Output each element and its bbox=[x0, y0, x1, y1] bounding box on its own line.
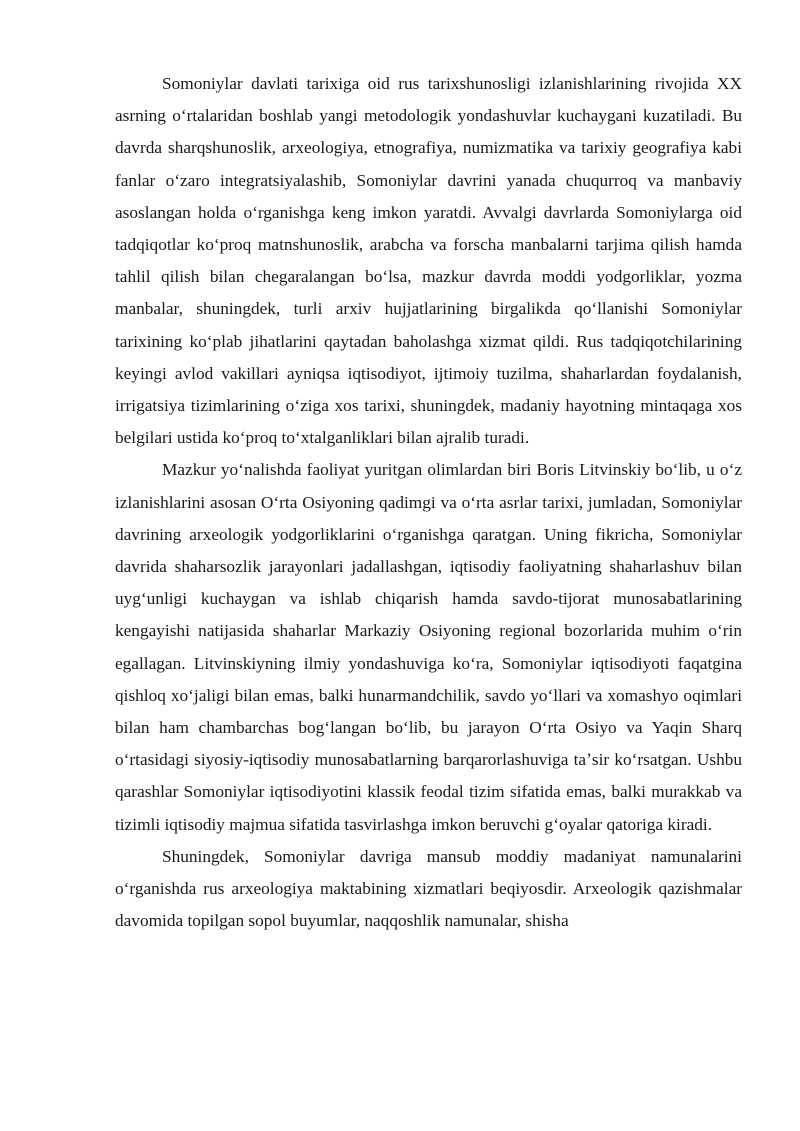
paragraph-1: Somoniylar davlati tarixiga oid rus tarixshunosligi izlanishlarining rivojida XX asrning oʻrtalaridan boshlab yangi metodologik yondashuvlar kuchaygani kuzatiladi. Bu davrda sharqshunoslik, arxeologiya, etnografiya, numizmatika va tarixiy geografiya kabi fanlar oʻzaro integratsiyalashib, Somoniylar davrini yanada chuqurroq va manbaviy asoslangan holda oʻrganishga keng imkon yaratdi. Avvalgi davrlarda Somoniylarga oid tadqiqotlar koʻproq matnshunoslik, arabcha va forscha manbalarni tarjima qilish hamda tahlil qilish bilan chegaralangan boʻlsa, mazkur davrda moddi yodgorliklar, yozma manbalar, shuningdek, turli arxiv hujjatlarining birgalikda qoʻllanishi Somoniylar tarixining koʻplab jihatlarini qaytadan baholashga xizmat qildi. Rus tadqiqotchilarining keyingi avlod vakillari ayniqsa iqtisodiyot, ijtimoiy tuzilma, shaharlardan foydalanish, irrigatsiya tizimlarining oʻziga xos tarixi, shuningdek, madaniy hayotning mintaqaga xos belgilari ustida koʻproq toʻxtalganliklari bilan ajralib turadi. bbox=[115, 74, 742, 448]
document-page bbox=[115, 68, 742, 937]
paragraph-3: Shuningdek, Somoniylar davriga mansub moddiy madaniyat namunalarini oʻrganishda rus arxeologiya maktabining xizmatlari beqiyosdir. Arxeologik qazishmalar davomida topilgan sopol buyumlar, naqqoshlik namunalar, shisha bbox=[115, 846, 742, 931]
paragraph-2: Mazkur yoʻnalishda faoliyat yuritgan olimlardan biri Boris Litvinskiy boʻlib, u oʻz izlanishlarini asosan Oʻrta Osiyoning qadimgi va oʻrta asrlar tarixi, jumladan, Somoniylar davrining arxeologik yodgorliklarini oʻrganishga qaratgan. Uning fikricha, Somoniylar davrida shaharsozlik jarayonlari jadallashgan, iqtisodiy faoliyatning shaharlashuv bilan uygʻunligi kuchaygan va ishlab chiqarish hamda savdo-tijorat munosabatlarining kengayishi natijasida shaharlar Markaziy Osiyoning regional bozorlarida muhim oʻrin egallagan. Litvinskiyning ilmiy yondashuviga koʻra, Somoniylar iqtisodiyoti faqatgina qishloq xoʻjaligi bilan emas, balki hunarmandchilik, savdo yoʻllari va xomashyo oqimlari bilan ham chambarchas bogʻlangan boʻlib, bu jarayon Oʻrta Osiyo va Yaqin Sharq oʻrtasidagi siyosiy-iqtisodiy munosabatlarning barqarorlashuviga taʼsir koʻrsatgan. Ushbu qarashlar Somoniylar iqtisodiyotini klassik feodal tizim sifatida emas, balki murakkab va tizimli iqtisodiy majmua sifatida tasvirlashga imkon beruvchi gʻoyalar qatoriga kiradi. bbox=[115, 460, 742, 834]
